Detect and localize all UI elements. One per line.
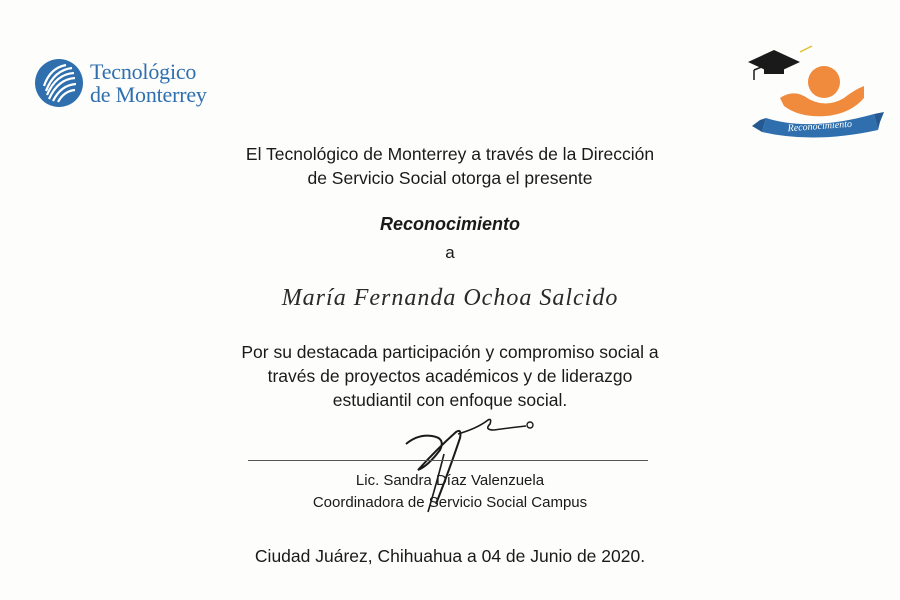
graduation-cap-icon bbox=[740, 40, 888, 140]
reason-line-1: Por su destacada participación y compromiso social a bbox=[241, 342, 659, 362]
place-and-date: Ciudad Juárez, Chihuahua a 04 de Junio de 2020. bbox=[254, 546, 646, 566]
reason-line-2: través de proyectos académicos y de liderazgo bbox=[267, 366, 633, 386]
tec-monterrey-logo-icon bbox=[34, 58, 84, 108]
institution-logo bbox=[34, 58, 234, 110]
certificate-intro bbox=[0, 142, 900, 190]
signer-name: Lic. Sandra Díaz Valenzuela bbox=[355, 472, 545, 489]
signature-line bbox=[248, 460, 648, 461]
intro-line-1: El Tecnológico de Monterrey a través de la Dirección bbox=[245, 144, 655, 164]
intro-line-2: de Servicio Social otorga el presente bbox=[307, 168, 593, 188]
signer-role: Coordinadora de Servicio Social Campus bbox=[312, 494, 588, 511]
badge-label: Reconocimiento bbox=[787, 118, 853, 135]
certificate-connector: a bbox=[445, 243, 455, 262]
institution-name bbox=[90, 60, 207, 106]
institution-name-line2: de Monterrey bbox=[90, 82, 207, 107]
recipient-name: María Fernanda Ochoa Salcido bbox=[281, 285, 619, 311]
certificate-reason bbox=[0, 340, 900, 412]
reason-line-3: estudiantil con enfoque social. bbox=[332, 390, 568, 410]
certificate-title: Reconocimiento bbox=[379, 214, 521, 234]
recognition-badge bbox=[740, 40, 888, 140]
institution-name-line1: Tecnológico bbox=[90, 59, 197, 84]
signer-block bbox=[0, 470, 900, 514]
